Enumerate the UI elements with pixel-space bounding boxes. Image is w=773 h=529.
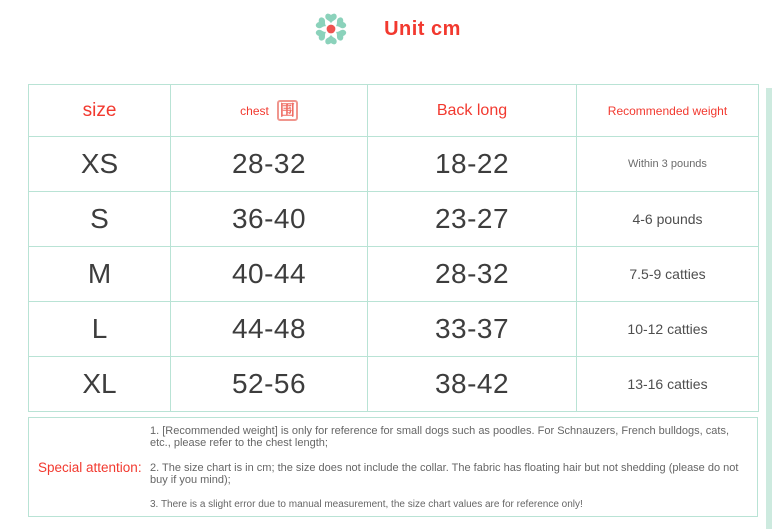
column-header-recommended-weight: Recommended weight (577, 85, 759, 137)
cell-chest: 44-48 (171, 302, 368, 357)
column-header-chest (171, 85, 368, 137)
cell-back: 33-37 (368, 302, 577, 357)
table-header-row (29, 85, 759, 137)
special-attention-box (28, 417, 758, 517)
cell-back: 23-27 (368, 192, 577, 247)
table-row-xl (29, 357, 759, 412)
table-row-m (29, 247, 759, 302)
notes-list (150, 418, 757, 516)
note-item: 1. [Recommended weight] is only for reference for small dogs such as poodles. For Schnauzers, French bulldogs, cats, etc., please refer to the chest length; (150, 424, 730, 449)
cell-back: 18-22 (368, 137, 577, 192)
table-row-xs (29, 137, 759, 192)
cell-weight: 7.5-9 catties (577, 247, 759, 302)
cell-chest: 36-40 (171, 192, 368, 247)
cell-size: XL (29, 357, 171, 412)
table-row-l (29, 302, 759, 357)
cell-weight: 10-12 catties (577, 302, 759, 357)
chest-label: chest (240, 103, 269, 118)
flower-icon (312, 10, 350, 48)
column-header-size: size (29, 85, 171, 137)
cell-size: XS (29, 137, 171, 192)
cell-back: 38-42 (368, 357, 577, 412)
size-table (28, 84, 759, 412)
special-attention-label: Special attention: (38, 459, 142, 475)
cell-size: L (29, 302, 171, 357)
page-header (0, 6, 773, 52)
cell-chest: 40-44 (171, 247, 368, 302)
cell-weight: Within 3 pounds (577, 137, 759, 192)
cell-size: S (29, 192, 171, 247)
cell-weight: 4-6 pounds (577, 192, 759, 247)
cell-back: 28-32 (368, 247, 577, 302)
cell-chest: 28-32 (171, 137, 368, 192)
right-edge-divider (766, 88, 772, 529)
note-item: 2. The size chart is in cm; the size does not include the collar. The fabric has floating hair but not shedding (please do not buy if you mind); (150, 461, 739, 486)
cell-chest: 52-56 (171, 357, 368, 412)
column-header-back-long: Back long (368, 85, 577, 137)
note-item: 3. There is a slight error due to manual measurement, the size chart values are for reference only! (150, 498, 583, 510)
cell-weight: 13-16 catties (577, 357, 759, 412)
girth-stamp-icon: 围 (277, 100, 298, 122)
unit-label: Unit cm (384, 17, 461, 40)
cell-size: M (29, 247, 171, 302)
table-row-s (29, 192, 759, 247)
